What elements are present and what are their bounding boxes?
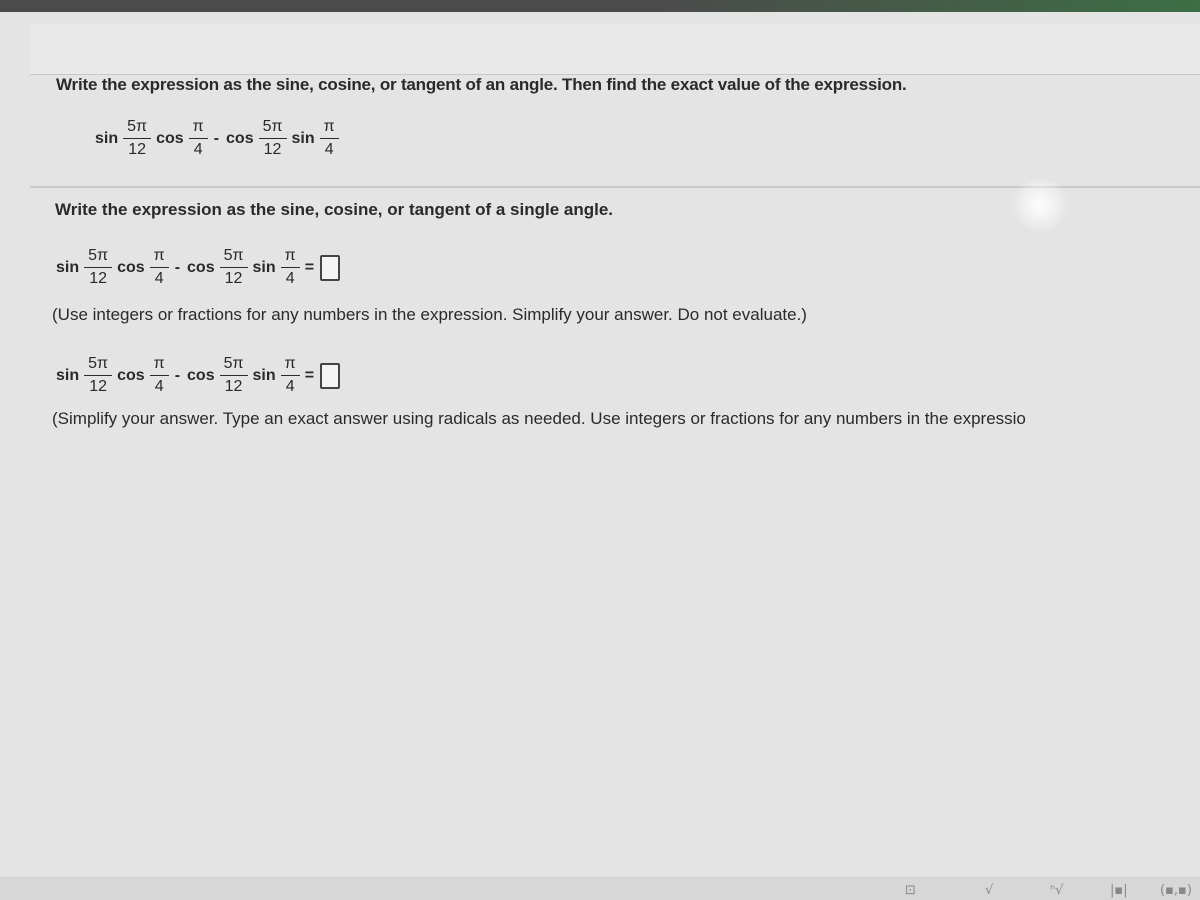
ordered-pair-icon[interactable]: (▪,▪) [1160, 883, 1192, 898]
function-label: sin [252, 258, 276, 276]
function-label: sin [56, 258, 80, 276]
fraction-numerator: 5π [262, 118, 283, 135]
fraction [281, 247, 300, 288]
fraction-denominator: 12 [224, 270, 243, 287]
fraction [150, 247, 169, 288]
answer-hint-2: (Simplify your answer. Type an exact answer using radicals as needed. Use integers or fractions for any numbers in the expressio [52, 409, 1026, 428]
fraction-denominator: 4 [154, 270, 164, 287]
exact-value-answer-input[interactable] [320, 363, 340, 389]
fraction [281, 355, 300, 396]
fraction [220, 247, 248, 288]
minus-sign: - [213, 129, 220, 147]
fraction-denominator: 12 [128, 141, 146, 158]
screen-glare [1010, 180, 1070, 230]
fraction-denominator: 4 [285, 378, 295, 395]
function-label: cos [156, 129, 184, 147]
fraction-numerator: π [153, 355, 165, 372]
function-label: cos [187, 258, 215, 276]
function-label: sin [252, 366, 276, 384]
function-label: cos [226, 129, 254, 147]
fraction [84, 247, 112, 288]
minus-sign: - [174, 366, 181, 384]
function-label: sin [56, 366, 80, 384]
fraction-denominator: 4 [154, 378, 164, 395]
exact-value-expression [53, 355, 340, 396]
header-area [30, 24, 1200, 75]
single-angle-answer-input[interactable] [320, 255, 340, 281]
single-angle-expression [53, 247, 340, 288]
absolute-value-icon[interactable]: |▪| [1110, 883, 1128, 898]
function-label: cos [187, 366, 215, 384]
fraction-numerator: π [153, 247, 165, 264]
fraction [259, 118, 287, 159]
fraction-numerator: 5π [223, 247, 244, 264]
fraction-numerator: 5π [223, 355, 244, 372]
fraction [123, 118, 151, 159]
fraction-denominator: 12 [89, 378, 107, 395]
given-expression [92, 118, 341, 159]
equals-sign: = [304, 366, 315, 384]
function-label: cos [117, 366, 145, 384]
fraction [189, 118, 208, 159]
fraction-denominator: 4 [285, 270, 295, 287]
fraction-numerator: π [323, 118, 335, 135]
part-instruction: Write the expression as the sine, cosine, or tangent of a single angle. [55, 200, 613, 219]
fraction [220, 355, 248, 396]
nth-root-icon[interactable]: ⁿ√ [1050, 883, 1064, 898]
fraction [150, 355, 169, 396]
square-root-icon[interactable]: √ [985, 883, 994, 898]
math-palette-toolbar [0, 877, 1200, 900]
fraction [320, 118, 339, 159]
question-instruction: Write the expression as the sine, cosine, or tangent of an angle. Then find the exact value of the expression. [56, 75, 907, 94]
fraction-numerator: π [192, 118, 204, 135]
minus-sign: - [174, 258, 181, 276]
function-label: sin [95, 129, 119, 147]
fraction-numerator: 5π [88, 247, 109, 264]
fraction-denominator: 12 [224, 378, 243, 395]
fraction [84, 355, 112, 396]
fraction-numerator: π [284, 355, 296, 372]
fraction-denominator: 4 [193, 141, 203, 158]
fraction-numerator: 5π [88, 355, 109, 372]
fraction-denominator: 12 [263, 141, 282, 158]
fraction-denominator: 4 [324, 141, 334, 158]
answer-hint-1: (Use integers or fractions for any numbers in the expression. Simplify your answer. Do not evaluate.) [52, 305, 807, 324]
matrix-template-icon[interactable]: ⊡ [905, 883, 916, 898]
fraction-numerator: 5π [127, 118, 148, 135]
function-label: cos [117, 258, 145, 276]
equals-sign: = [304, 258, 315, 276]
top-bezel-strip [0, 0, 1200, 12]
fraction-denominator: 12 [89, 270, 107, 287]
function-label: sin [291, 129, 315, 147]
fraction-numerator: π [284, 247, 296, 264]
